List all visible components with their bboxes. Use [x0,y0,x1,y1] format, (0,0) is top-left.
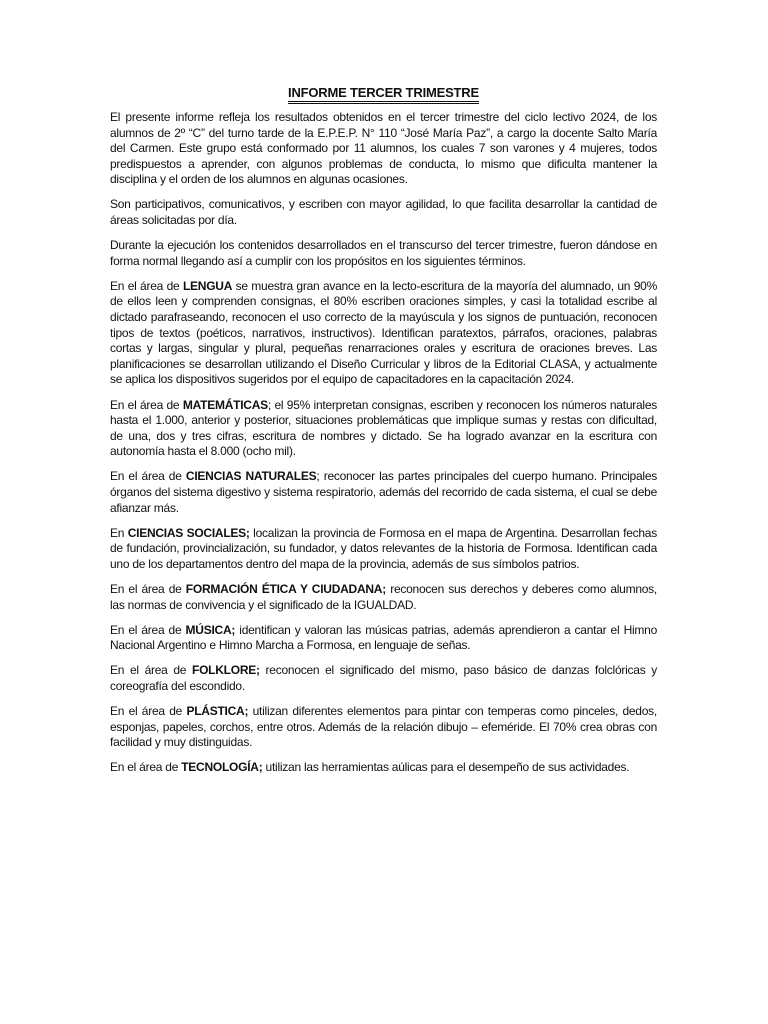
section-prefix: En [110,525,128,540]
section-prefix: En el área de [110,704,187,718]
section-prefix: En el área de [110,397,183,412]
document-body [110,85,657,785]
section-text: reconocen el significado del mismo, paso básico de danzas folclóricas y coreografía del escondido. [110,663,657,693]
section-musica [110,623,657,654]
section-prefix: En el área de [110,663,193,678]
document-title: INFORME TERCER TRIMESTRE [288,85,479,104]
section-tecnologia [110,760,657,776]
section-ciencias-naturales [110,469,657,516]
section-subject: FORMACIÓN ÉTICA Y CIUDADANA; [185,581,386,596]
section-text: ; reconocer las partes principales del cuerpo humano. Principales órganos del sistema digestivo y sistema respiratorio, además del recorrido de cada sistema, el cual se debe afianzar más. [110,469,657,515]
section-subject: CIENCIAS SOCIALES; [127,525,250,540]
section-subject: MÚSICA; [185,622,236,637]
section-ciencias-sociales [110,526,657,573]
section-text: utilizan diferentes elementos para pintar con temperas como pinceles, dedos, esponjas, papeles, corchos, entre otros. Además de la relación dibujo – efeméride. El 70% crea obras con facilidad y muy distinguidas. [110,704,657,750]
intro-paragraph: El presente informe refleja los resultados obtenidos en el tercer trimestre del ciclo lectivo 2024, de los alumnos de 2º “C” del turno tarde de la E.P.E.P. N° 110 “José María Paz”, a cargo la docente Salto María del Carmen. Este grupo está conformado por 11 alumnos, los cuales 7 son varones y 4 mujeres, todos predispuestos a aprender, con algunos problemas de conducta, lo mismo que dificulta mantener la disciplina y el orden de los alumnos en algunas ocasiones. [110,110,657,187]
section-subject: LENGUA [182,278,233,293]
section-text: utilizan las herramientas aúlicas para el desempeño de sus actividades. [262,760,630,775]
section-folklore [110,663,657,694]
section-plastica [110,704,657,751]
section-text: localizan la provincia de Formosa en el mapa de Argentina. Desarrollan fechas de fundación, provincialización, su fundador, y datos relevantes de la historia de Formosa. Identifican cada uno de los departamentos dentro del mapa de la provincia, además de sus símbolos patrios. [110,525,657,571]
section-prefix: En el área de [110,581,186,596]
section-prefix: En el área de [110,760,182,775]
section-formacion-etica [110,582,657,613]
section-subject: CIENCIAS NATURALES [185,469,317,484]
section-prefix: En el área de [110,622,186,637]
section-lengua [110,279,657,388]
participation-paragraph: Son participativos, comunicativos, y escriben con mayor agilidad, lo que facilita desarrollar la cantidad de áreas solicitadas por día. [110,197,657,228]
section-subject: TECNOLOGÍA; [181,760,263,775]
section-subject: FOLKLORE; [192,663,260,678]
section-subject: MATEMÁTICAS [182,397,268,412]
section-subject: PLÁSTICA; [186,704,249,718]
section-text: ; el 95% interpretan consignas, escriben y reconocen los números naturales hasta el 1.000, anterior y posterior, situaciones problemáticas que implique sumas y restas con dificultad, de una, dos y tres cifras, escritura de nombres y dictado. Se ha logrado avanzar en la escritura con autonomía hasta el 8.000 (ocho mil). [110,397,657,459]
title-wrapper [110,85,657,104]
section-prefix: En el área de [110,278,183,293]
section-text: se muestra gran avance en la lecto-escritura de la mayoría del alumnado, un 90% de ellos leen y comprenden consignas, el 80% escriben oraciones simples, y casi la totalidad escribe al dictado parafraseando, reconocen el uso correcto de la mayúscula y los signos de puntuación, reconocen tipos de textos (poéticos, narrativos, instructivos). Identifican paratextos, párrafos, oraciones, palabras cortas y largas, singular y plural, pequeñas renarraciones orales y escritura de oraciones breves. Las planificaciones se desarrollan utilizando el Diseño Curricular y libros de la Editorial CLASA, y actualmente se aplica los dispositivos sugeridos por el equipo de capacitadores en la capacitación 2024. [110,278,657,387]
execution-paragraph: Durante la ejecución los contenidos desarrollados en el transcurso del tercer trimestre, fueron dándose en forma normal llegando así a cumplir con los propósitos en los siguientes términos. [110,238,657,268]
section-text: identifican y valoran las músicas patrias, además aprendieron a cantar el Himno Nacional Argentino e Himno Marcha a Formosa, en lenguaje de señas. [110,622,657,653]
section-text: reconocen sus derechos y deberes como alumnos, las normas de convivencia y el significado de la IGUALDAD. [110,581,658,612]
section-prefix: En el área de [110,469,186,484]
section-matematicas [110,398,657,460]
